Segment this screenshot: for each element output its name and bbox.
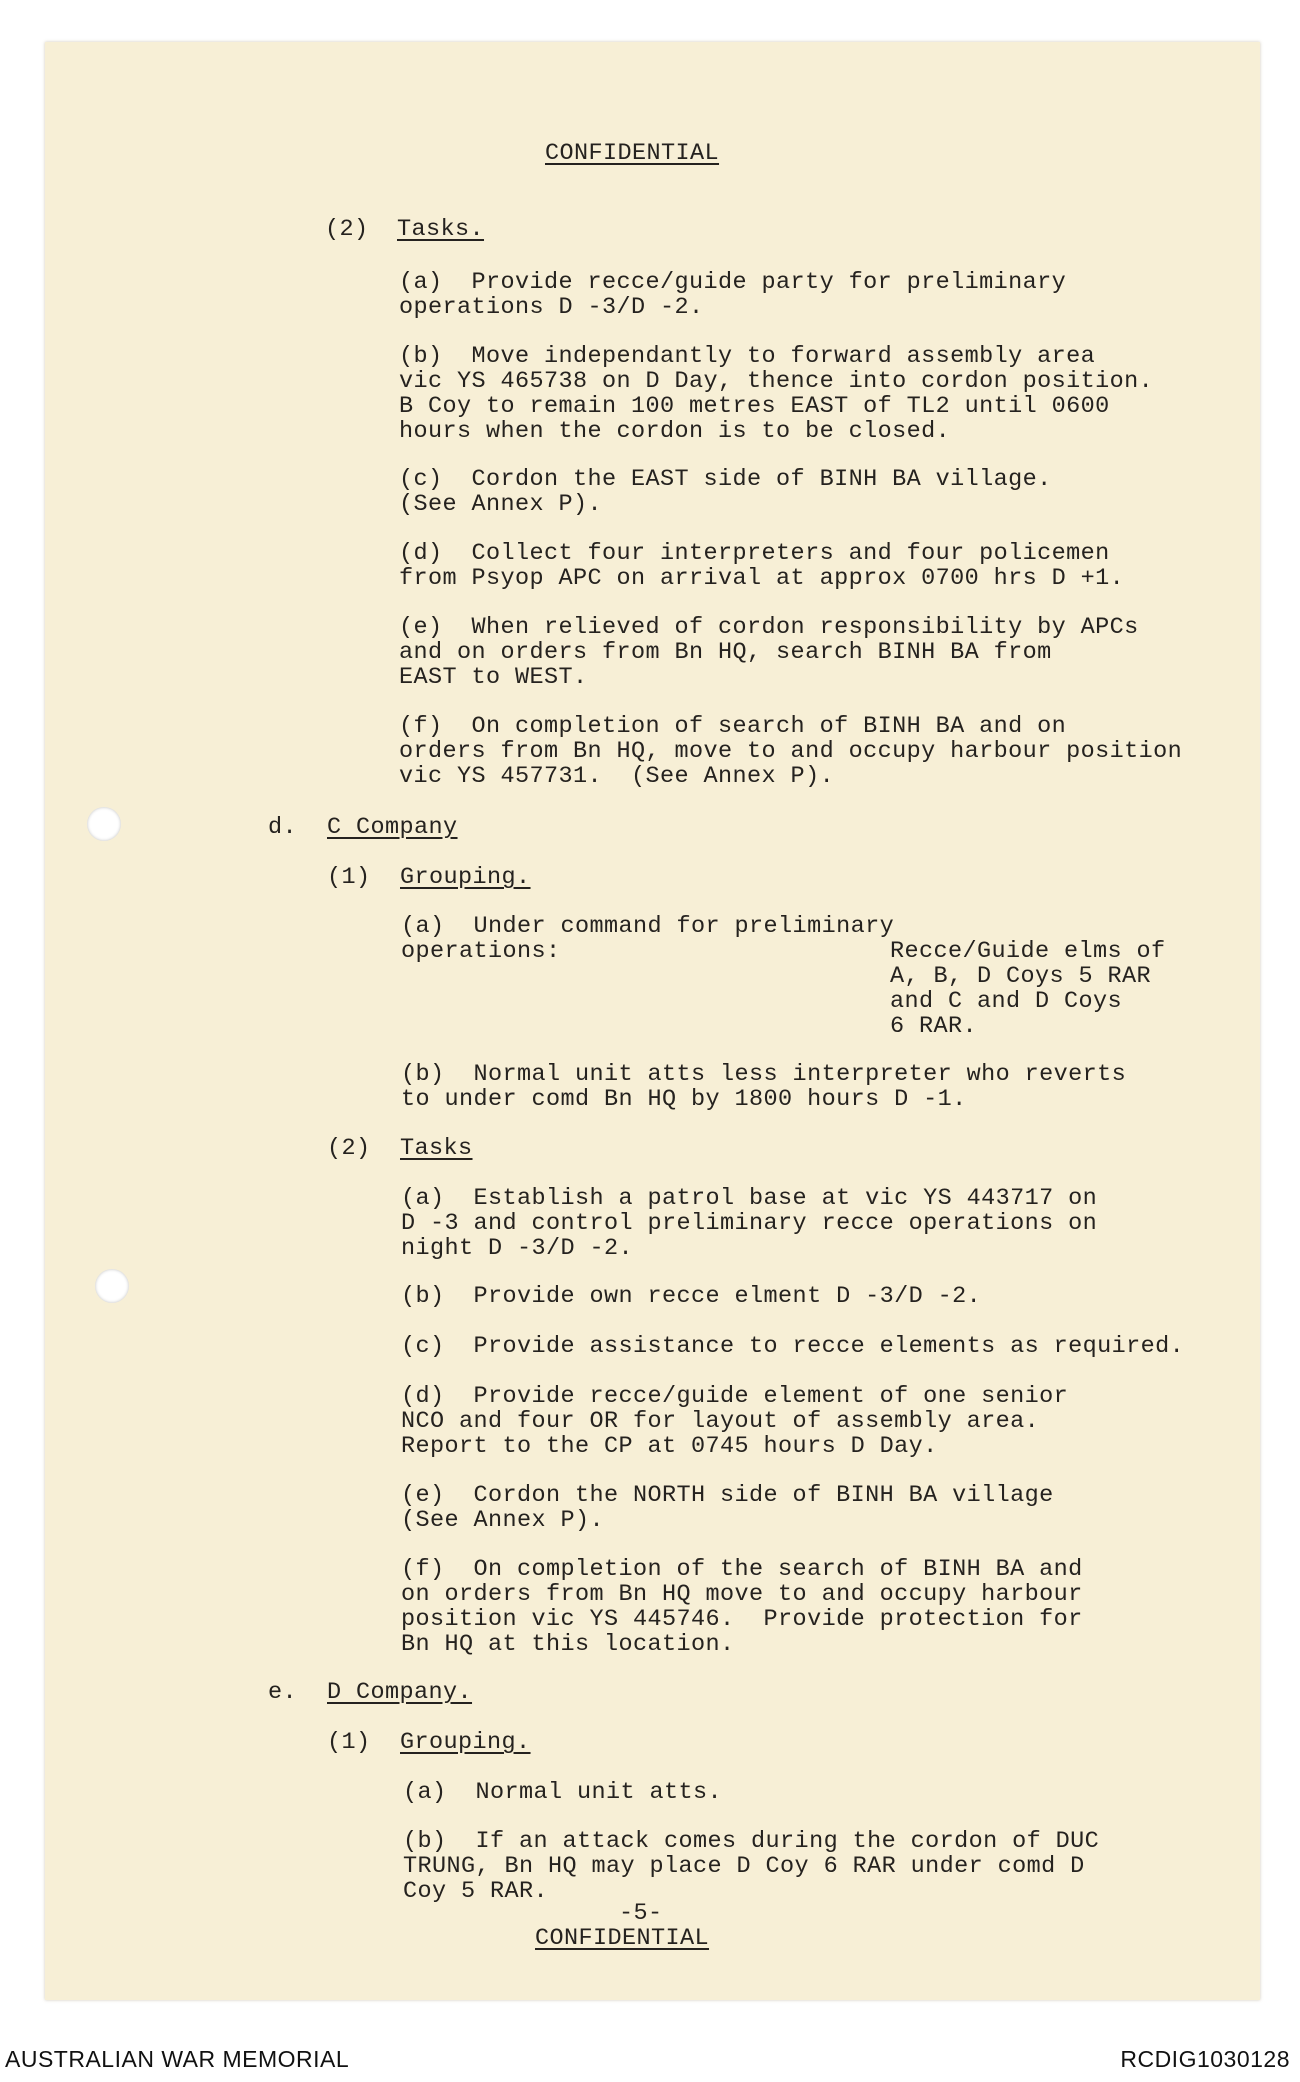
c-task-f: (f) On completion of the search of BINH BA and on orders from Bn HQ move to and occupy harbour position vic YS 445746. Provide protection for Bn HQ at this location. <box>401 1556 1083 1658</box>
c-tasks-number: (2) <box>327 1135 371 1162</box>
b-task-d: (d) Collect four interpreters and four policemen from Psyop APC on arrival at approx 0700 hrs D +1. <box>399 540 1125 592</box>
b-task-e: (e) When relieved of cordon responsibility by APCs and on orders from Bn HQ, search BINH BA from EAST to WEST. <box>399 614 1139 691</box>
b-task-c: (c) Cordon the EAST side of BINH BA village. (See Annex P). <box>399 466 1052 518</box>
c-task-e: (e) Cordon the NORTH side of BINH BA village (See Annex P). <box>401 1482 1054 1534</box>
c-company-letter: d. <box>268 814 298 841</box>
c-task-c: (c) Provide assistance to recce elements as required. <box>401 1333 1185 1360</box>
d-grouping-heading: Grouping. <box>400 1729 531 1756</box>
d-grouping-number: (1) <box>327 1729 371 1756</box>
header-confidential: CONFIDENTIAL <box>545 140 720 167</box>
c-grouping-a-elements: Recce/Guide elms of A, B, D Coys 5 RAR and C and D Coys 6 RAR. <box>890 938 1166 1040</box>
d-company-letter: e. <box>268 1679 298 1706</box>
tasks-number: (2) <box>325 216 369 243</box>
c-company-heading: C Company <box>327 814 458 841</box>
c-task-d: (d) Provide recce/guide element of one senior NCO and four OR for layout of assembly area. Report to the CP at 0745 hours D Day. <box>401 1383 1069 1460</box>
c-grouping-a: (a) Under command for preliminary operations: <box>401 913 895 965</box>
d-company-heading: D Company. <box>327 1679 473 1706</box>
punch-hole <box>87 807 121 841</box>
d-grouping-b: (b) If an attack comes during the cordon of DUC TRUNG, Bn HQ may place D Coy 6 RAR under comd D Coy 5 RAR. <box>403 1828 1100 1905</box>
punch-hole <box>95 1269 129 1303</box>
footer-confidential: CONFIDENTIAL <box>535 1925 710 1952</box>
c-grouping-heading: Grouping. <box>400 864 531 891</box>
c-grouping-b: (b) Normal unit atts less interpreter who reverts to under comd Bn HQ by 1800 hours D -1. <box>401 1061 1127 1113</box>
page-number: -5- <box>619 1900 663 1927</box>
b-task-a: (a) Provide recce/guide party for preliminary operations D -3/D -2. <box>399 269 1067 321</box>
archive-id: RCDIG1030128 <box>1120 2046 1290 2072</box>
c-grouping-number: (1) <box>327 864 371 891</box>
b-task-b: (b) Move independantly to forward assembly area vic YS 465738 on D Day, thence into cordon position. B Coy to remain 100 metres EAST of TL2 until 0600 hours when the cordon is to be closed. <box>399 343 1154 445</box>
tasks-heading: Tasks. <box>397 216 485 243</box>
archive-label: AUSTRALIAN WAR MEMORIAL <box>5 2046 350 2072</box>
c-task-a: (a) Establish a patrol base at vic YS 443717 on D -3 and control preliminary recce operations on night D -3/D -2. <box>401 1185 1098 1262</box>
b-task-f: (f) On completion of search of BINH BA and on orders from Bn HQ, move to and occupy harbour position vic YS 457731. (See Annex P). <box>399 713 1183 790</box>
c-task-b: (b) Provide own recce elment D -3/D -2. <box>401 1283 982 1310</box>
c-tasks-heading: Tasks <box>400 1135 473 1162</box>
d-grouping-a: (a) Normal unit atts. <box>403 1779 723 1806</box>
